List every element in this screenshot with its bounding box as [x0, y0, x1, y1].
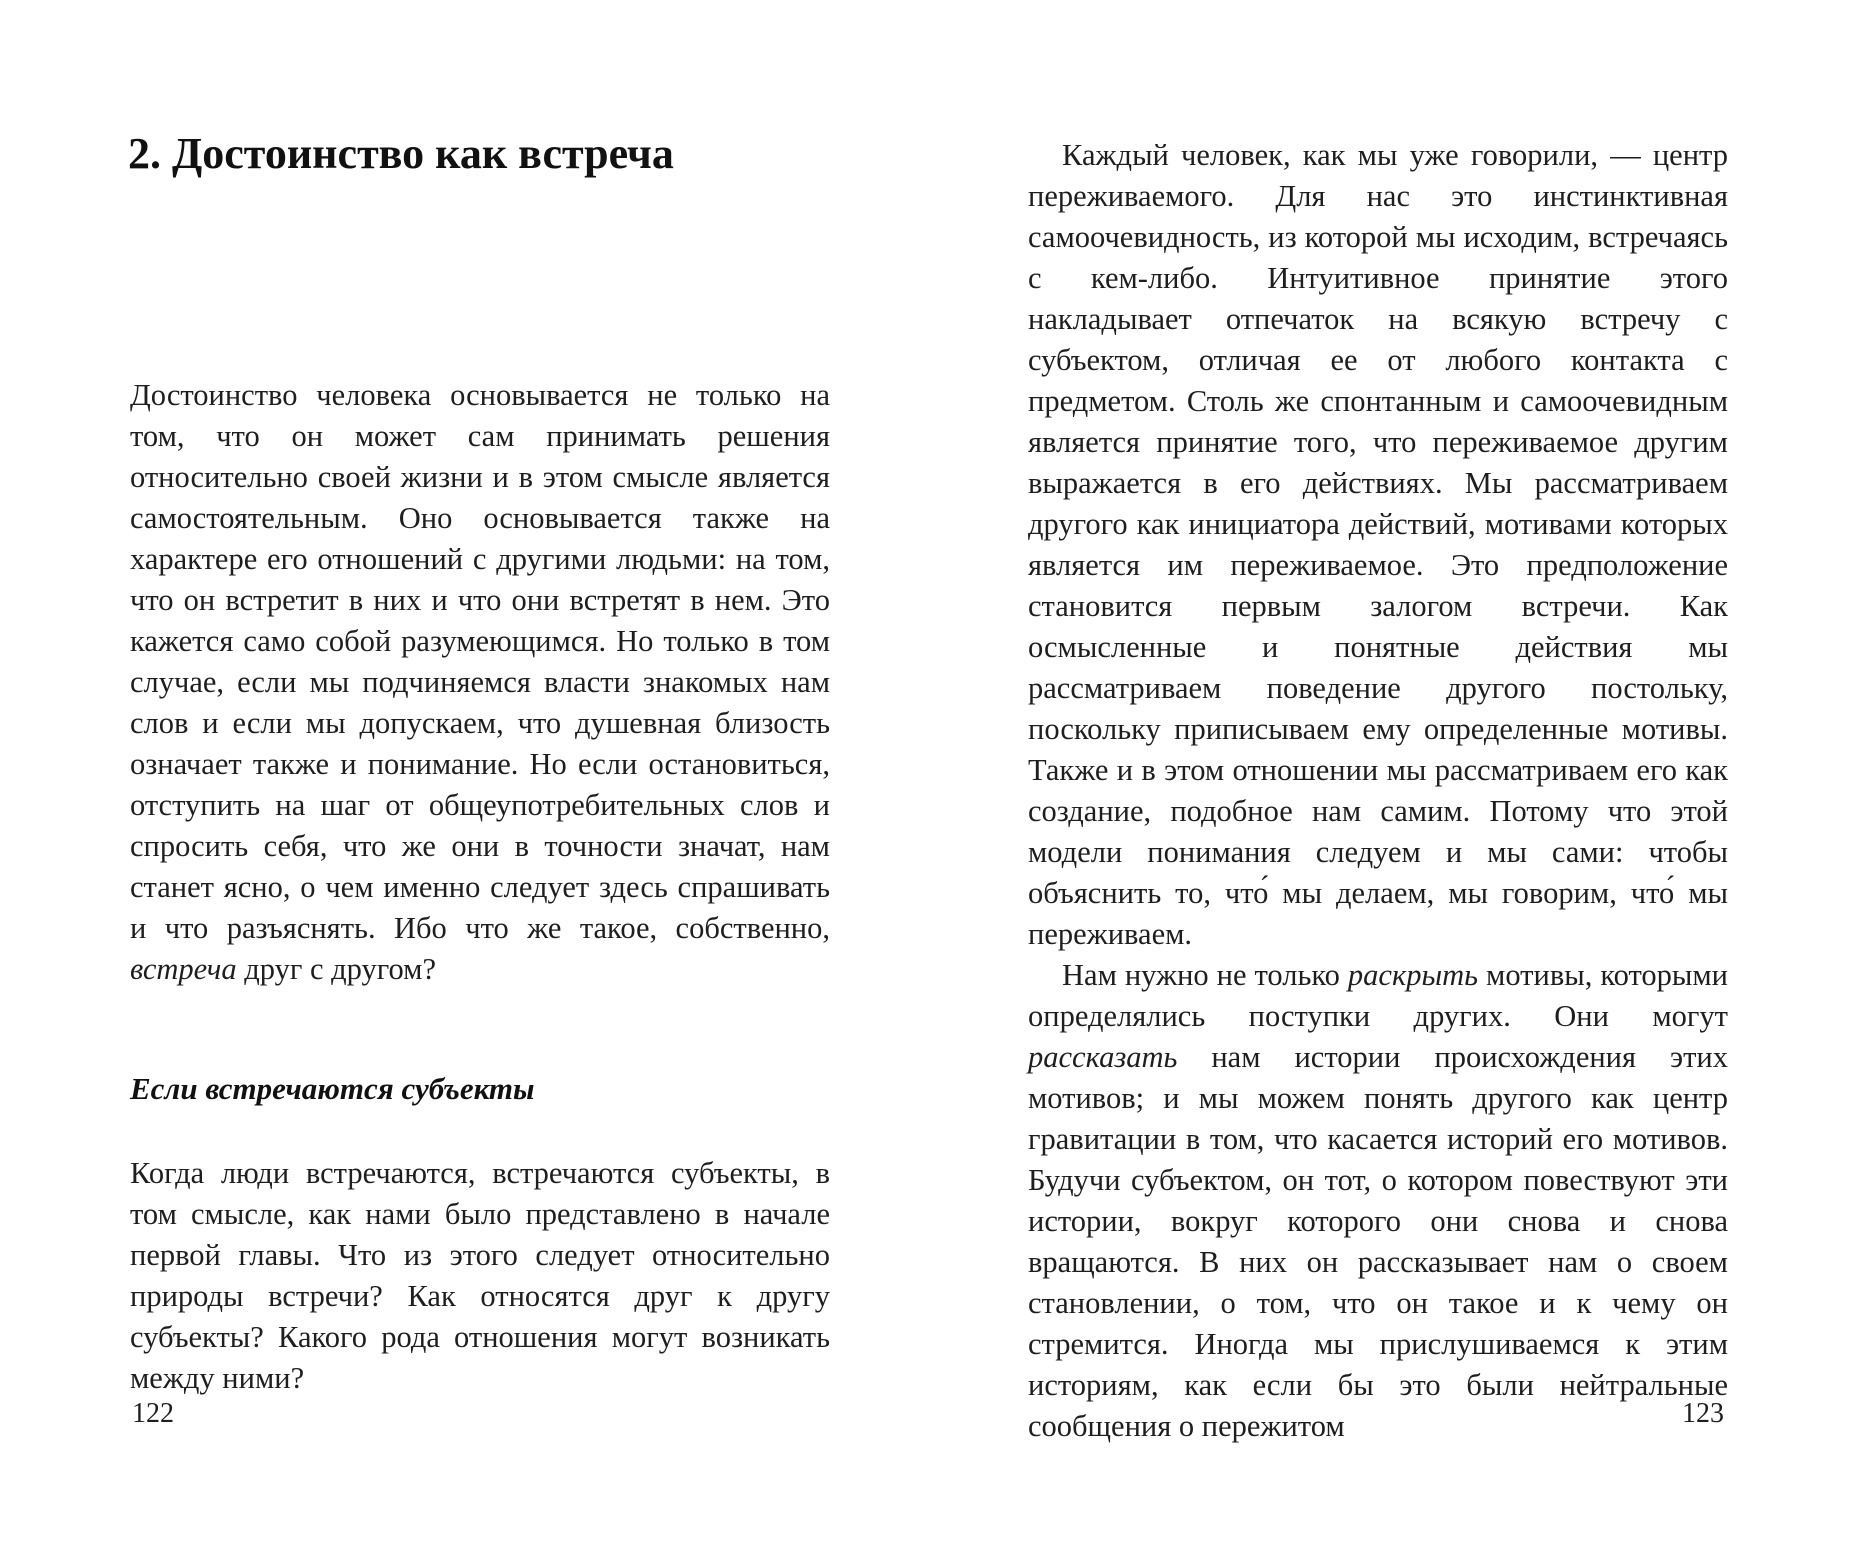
page-number-right: 123 [1682, 1398, 1724, 1429]
right-paragraph-2-text-a: Нам нужно не только [1062, 958, 1348, 992]
right-page [934, 0, 1868, 1554]
left-paragraph-1-tail: друг с другом? [236, 952, 437, 986]
chapter-title: 2. Достоинство как встреча [128, 129, 674, 178]
right-paragraph-1: Каждый человек, как мы уже говорили, — центр переживаемого. Для нас это инстинктивная самоочевидность, из которой мы исходим, встречаясь с кем-либо. Интуитивное принятие этого накладывает отпечаток на всякую встречу с субъектом, отличая ее от любого контакта с предметом. Столь же спонтанным и самоочевидным является принятие того, что переживаемое другим выражается в его действиях. Мы рассматриваем другого как инициатора действий, мотивами которых является им переживаемое. Это предположение становится первым залогом встречи. Как осмысленные и понятные действия мы рассматриваем поведение другого постольку, поскольку приписываем ему определенные мотивы. Также и в этом отношении мы рассматриваем его как создание, подобное нам самим. Потому что этой модели понимания следуем и мы сами: чтобы объяснить то, что́ мы делаем, мы говорим, что́ мы переживаем. [1028, 138, 1728, 951]
left-paragraph-2: Когда люди встречаются, встречаются субъекты, в том смысле, как нами было представлено в начале первой главы. Что из этого следует относительно природы встречи? Как относятся друг к другу субъекты? Какого рода отношения могут возникать между ними? [130, 1156, 830, 1395]
page-number-left: 122 [132, 1398, 174, 1429]
right-paragraph-2-italic-a: раскрыть [1347, 958, 1479, 992]
section-heading: Если встречаются субъекты [130, 1071, 535, 1106]
right-paragraph-2-text-b: мотивы, которыми определялись поступки других. Они могут [1028, 958, 1728, 1033]
right-column [1028, 135, 1728, 1447]
left-paragraph-1 [130, 375, 830, 990]
left-paragraph-1-text: Достоинство человека основывается не только на том, что он может сам принимать решения относительно своей жизни и в этом смысле является самостоятельным. Оно основывается также на характере его отношений с другими людьми: на том, что он встретит в них и что они встретят в нем. Это кажется само собой разумеющимся. Но только в том случае, если мы подчиняемся власти знакомых нам слов и если мы допускаем, что душевная близость означает также и понимание. Но если остановиться, отступить на шаг от общеупотребительных слов и спросить себя, что же они в точности значат, нам станет ясно, о чем именно следует здесь спрашивать и что разъяснять. Ибо что же такое, собственно, [130, 378, 830, 945]
right-paragraph-2-italic-b: рассказать [1028, 1040, 1178, 1074]
left-paragraph-1-italic: встреча [130, 952, 237, 986]
right-paragraph-2 [1028, 955, 1728, 1447]
right-paragraph-2-text-c: нам истории происхождения этих мотивов; и мы можем понять другого как центр гравитации в том, что касается историй его мотивов. Будучи субъектом, он тот, о котором повествуют эти истории, вокруг которого они снова и снова вращаются. В них он рассказывает нам о своем становлении, о том, что он такое и к чему он стремится. Иногда мы прислушиваемся к этим историям, как если бы это были нейтральные сообщения о пережитом [1028, 1040, 1728, 1443]
